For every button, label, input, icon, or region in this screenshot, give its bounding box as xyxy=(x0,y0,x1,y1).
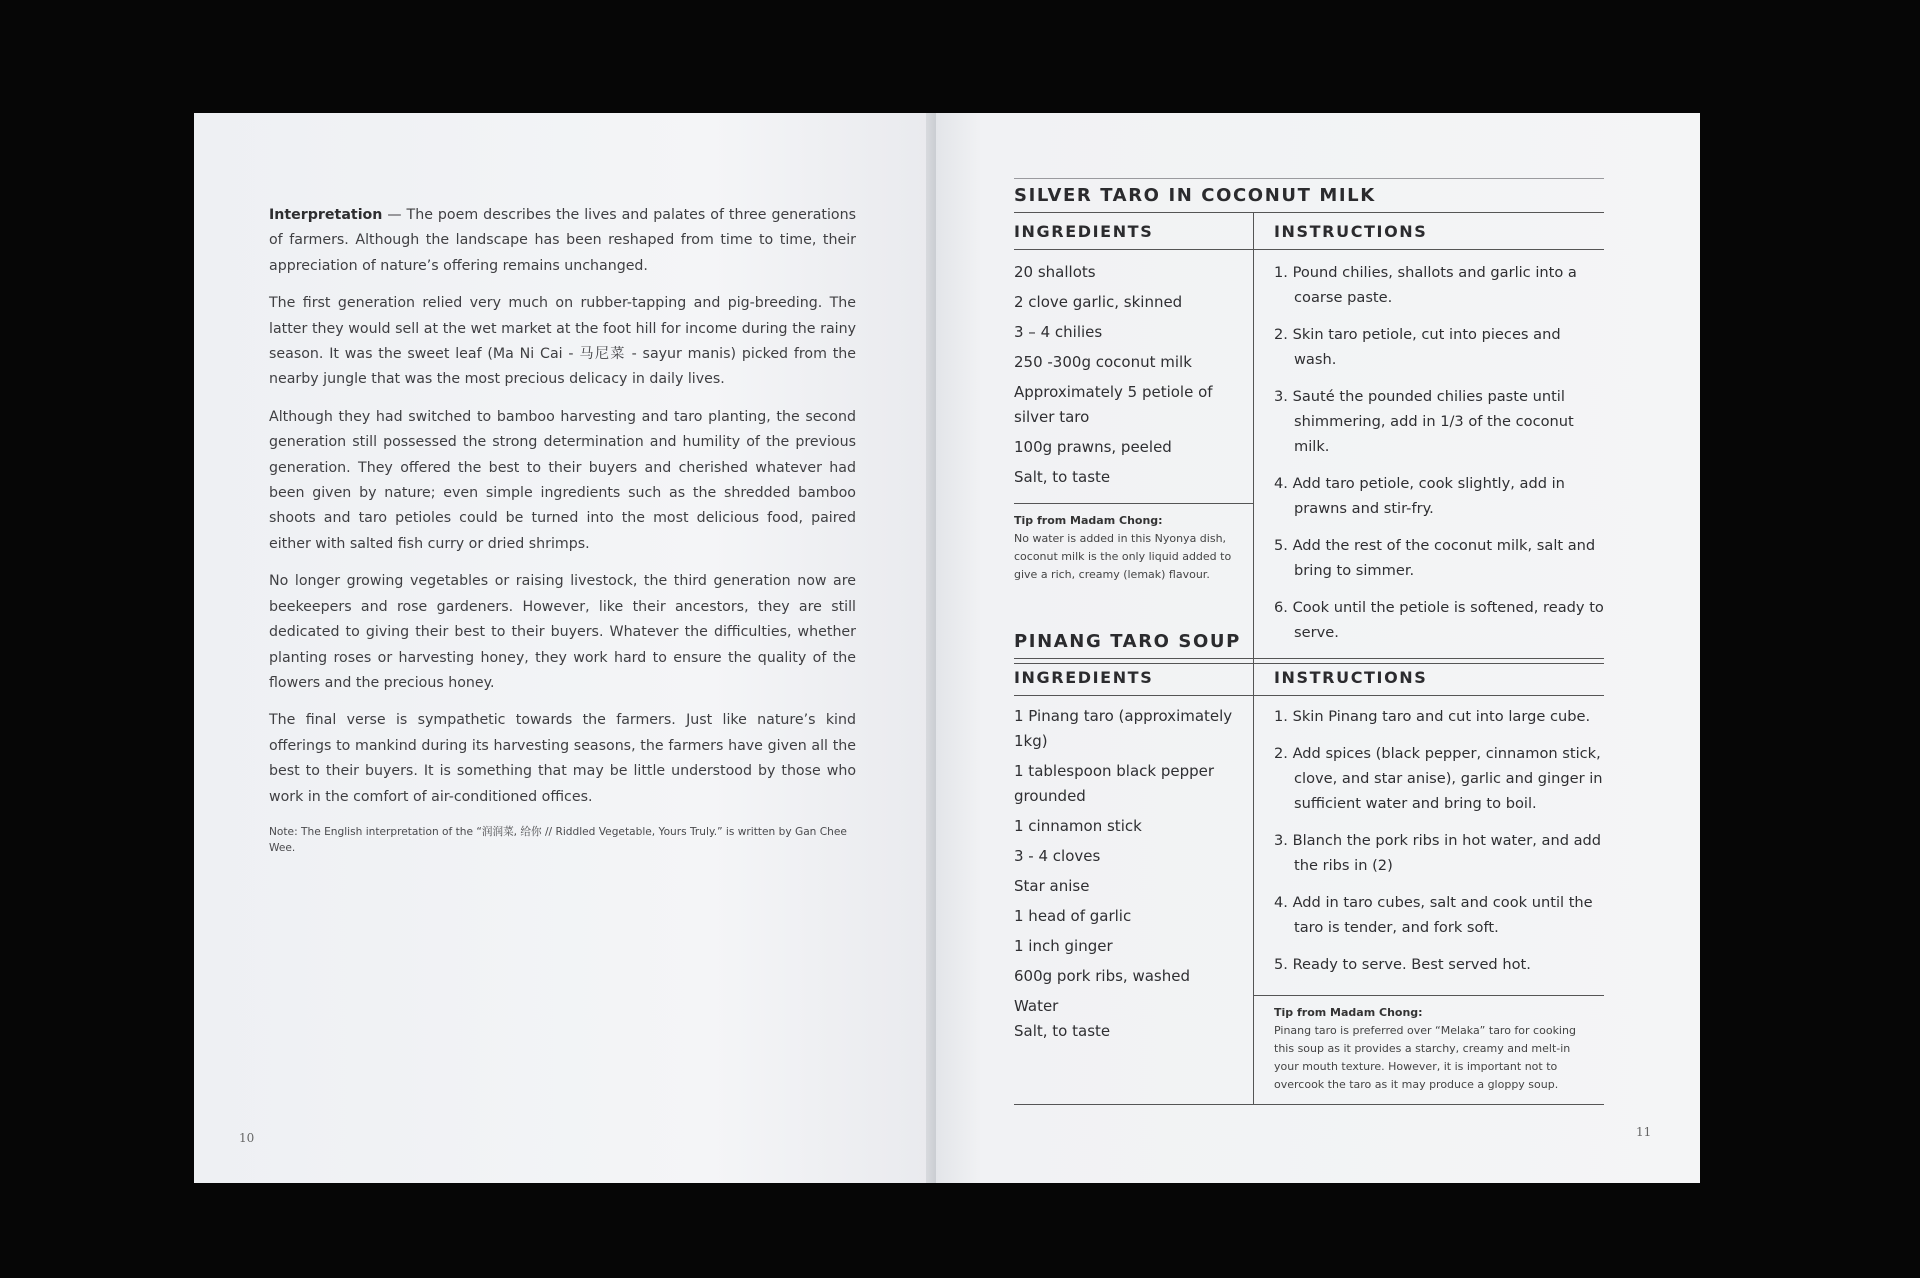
page-number-left: 10 xyxy=(239,1131,255,1145)
paragraph-interpretation xyxy=(269,203,856,279)
tip-title: Tip from Madam Chong: xyxy=(1014,514,1163,527)
ingredient-item: 1 cinnamon stick xyxy=(1014,817,1142,835)
recipe-pinang-taro xyxy=(1014,625,1604,1105)
right-page xyxy=(936,113,1700,1183)
ingredients-column xyxy=(1014,250,1254,663)
instruction-step: 6. Cook until the petiole is softened, ready to serve. xyxy=(1274,599,1604,641)
ingredient-item: 2 clove garlic, skinned xyxy=(1014,293,1183,311)
ingredient-item: 3 - 4 cloves xyxy=(1014,847,1101,865)
ingredient-item: 1 tablespoon black pepper grounded xyxy=(1014,762,1215,805)
instructions-column xyxy=(1254,250,1604,663)
ingredients-list xyxy=(1014,696,1253,1057)
ingredients-column xyxy=(1014,696,1254,1104)
instruction-step: 1. Skin Pinang taro and cut into large cube. xyxy=(1274,708,1591,725)
recipe-header-row xyxy=(1014,212,1604,250)
ingredient-item: 600g pork ribs, washed xyxy=(1014,967,1190,985)
ingredient-item: Approximately 5 petiole of silver taro xyxy=(1014,383,1213,426)
ingredient-item: 250 -300g coconut milk xyxy=(1014,353,1192,371)
instruction-step: 3. Sauté the pounded chilies paste until shimmering, add in 1/3 of the coconut milk. xyxy=(1274,388,1574,455)
translation-note: Note: The English interpretation of the “润润菜, 给你 // Riddled Vegetable, Yours Truly.” is written by Gan Chee Wee. xyxy=(269,825,847,854)
tip-text: No water is added in this Nyonya dish, coconut milk is the only liquid added to give a rich, creamy (lemak) flavour. xyxy=(1014,532,1232,581)
instructions-header: INSTRUCTIONS xyxy=(1274,668,1428,687)
recipe-title: PINANG TARO SOUP xyxy=(1014,631,1241,652)
recipe-silver-taro xyxy=(1014,178,1604,664)
tip-title: Tip from Madam Chong: xyxy=(1274,1006,1423,1019)
tip-box xyxy=(1254,995,1604,1104)
instruction-step: 2. Skin taro petiole, cut into pieces and wash. xyxy=(1274,326,1561,368)
recipe-header-row xyxy=(1014,658,1604,696)
instructions-list xyxy=(1274,696,1604,995)
instruction-step: 5. Add the rest of the coconut milk, salt and bring to simmer. xyxy=(1274,537,1596,579)
ingredients-header: INGREDIENTS xyxy=(1014,213,1254,249)
instruction-step: 2. Add spices (black pepper, cinnamon stick, clove, and star anise), garlic and ginger in sufficient water and bring to boil. xyxy=(1274,745,1603,812)
interpretation-text xyxy=(269,203,856,868)
ingredients-header: INGREDIENTS xyxy=(1014,659,1254,695)
ingredients-list xyxy=(1014,250,1253,503)
paragraph-final-verse: The final verse is sympathetic towards the farmers. Just like nature’s kind offerings to mankind during its harvesting seasons, the farmers have given all the best to their buyers. It is something that may be little understood by those who work in the comfort of air-conditioned offices. xyxy=(269,712,856,805)
instruction-step: 3. Blanch the pork ribs in hot water, and add the ribs in (2) xyxy=(1274,832,1602,874)
paragraph-text: — The poem describes the lives and palates of three generations of farmers. Although the landscape has been reshaped from time to time, their appreciation of nature’s offering remains unchanged. xyxy=(269,207,856,274)
ingredient-item: 20 shallots xyxy=(1014,263,1096,281)
instruction-step: 4. Add taro petiole, cook slightly, add in prawns and stir-fry. xyxy=(1274,475,1565,517)
ingredient-item: 100g prawns, peeled xyxy=(1014,438,1172,456)
ingredient-item: 3 – 4 chilies xyxy=(1014,323,1103,341)
recipe-body xyxy=(1014,696,1604,1105)
ingredient-item: 1 head of garlic xyxy=(1014,907,1132,925)
instructions-header: INSTRUCTIONS xyxy=(1274,222,1428,241)
ingredient-item: Salt, to taste xyxy=(1014,1022,1111,1040)
tip-box xyxy=(1014,503,1253,594)
ingredient-item: Salt, to taste xyxy=(1014,468,1111,486)
instruction-step: 4. Add in taro cubes, salt and cook until the taro is tender, and fork soft. xyxy=(1274,894,1593,936)
ingredient-item: Water xyxy=(1014,997,1059,1015)
left-page xyxy=(194,113,934,1183)
page-number-right: 11 xyxy=(1636,1125,1652,1139)
recipe-body xyxy=(1014,250,1604,664)
paragraph-second-generation: Although they had switched to bamboo harvesting and taro planting, the second generation still possessed the strong determination and humility of the previous generation. They offered the best to their buyers and cherished whatever had been given by nature; even simple ingredients such as the shredded bamboo shoots and taro petioles could be turned into the most delicious food, paired either with salted fish curry or dried shrimps. xyxy=(269,408,856,552)
ingredient-item: 1 Pinang taro (approximately 1kg) xyxy=(1014,707,1233,750)
recipe-title: SILVER TARO IN COCONUT MILK xyxy=(1014,178,1604,212)
instructions-list xyxy=(1274,250,1604,663)
ingredient-item: 1 inch ginger xyxy=(1014,937,1113,955)
instructions-column xyxy=(1254,696,1604,1104)
ingredient-item: Star anise xyxy=(1014,877,1090,895)
instruction-step: 5. Ready to serve. Best served hot. xyxy=(1274,956,1531,973)
interpretation-lead: Interpretation xyxy=(269,207,383,223)
paragraph-first-generation: The first generation relied very much on rubber-tapping and pig-breeding. The latter they would sell at the wet market at the foot hill for income during the rainy season. It was the sweet leaf (Ma Ni Cai - 马尼菜 - sayur manis) picked from the nearby jungle that was the most precious delicacy in daily lives. xyxy=(269,295,856,388)
tip-text: Pinang taro is preferred over “Melaka” taro for cooking this soup as it provides a starchy, creamy and melt-in your mouth texture. However, it is important not to overcook the taro as it may produce a gloppy soup. xyxy=(1274,1024,1576,1091)
instruction-step: 1. Pound chilies, shallots and garlic into a coarse paste. xyxy=(1274,264,1577,306)
paragraph-third-generation: No longer growing vegetables or raising livestock, the third generation now are beekeepers and rose gardeners. However, like their ancestors, they are still dedicated to giving their best to their buyers. Whatever the difficulties, whether planting roses or harvesting honey, they work hard to ensure the quality of the flowers and the precious honey. xyxy=(269,573,856,691)
